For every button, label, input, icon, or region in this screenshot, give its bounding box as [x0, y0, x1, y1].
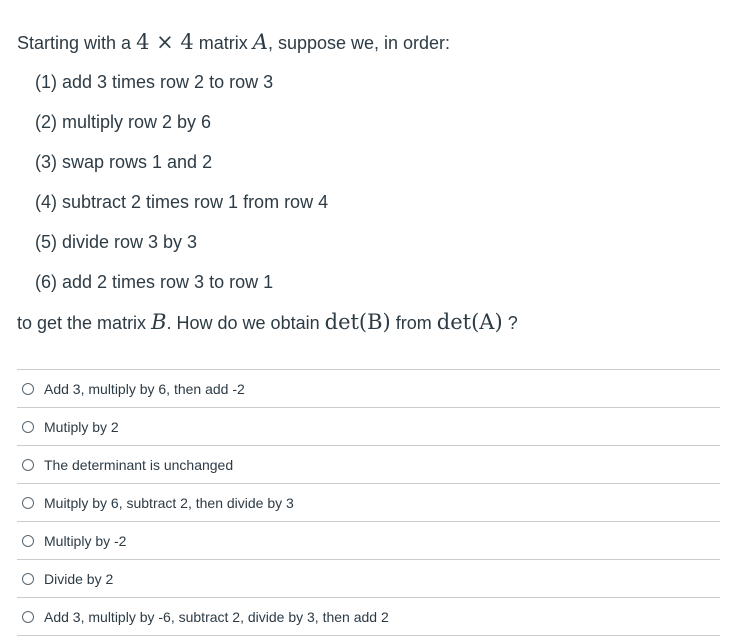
answer-list — [17, 369, 720, 636]
question-text — [17, 22, 717, 342]
radio-button-icon[interactable] — [22, 421, 34, 433]
answer-label: Add 3, multiply by -6, subtract 2, divide by 3, then add 2 — [44, 608, 389, 625]
answer-label: Muitply by 6, subtract 2, then divide by 3 — [44, 494, 294, 511]
radio-button-icon[interactable] — [22, 383, 34, 395]
answer-option-5[interactable] — [17, 522, 720, 560]
intro-middle: matrix — [198, 33, 248, 53]
step-6: (6) add 2 times row 3 to row 1 — [35, 272, 274, 292]
answer-option-6[interactable] — [17, 560, 720, 598]
answer-option-7[interactable] — [17, 598, 720, 636]
step-5: (5) divide row 3 by 3 — [35, 232, 198, 252]
answer-option-4[interactable] — [17, 484, 720, 522]
outro-from: from — [395, 313, 432, 333]
answer-label: Mutiply by 2 — [44, 418, 119, 435]
step-2: (2) multiply row 2 by 6 — [35, 112, 212, 132]
step-1: (1) add 3 times row 2 to row 3 — [35, 72, 274, 92]
matrix-size: 4 × 4 — [136, 30, 194, 54]
radio-button-icon[interactable] — [22, 459, 34, 471]
step-4: (4) subtract 2 times row 1 from row 4 — [35, 192, 329, 212]
det-b: det(B) — [324, 310, 391, 334]
matrix-b-var: B — [151, 310, 167, 334]
answer-label: Multiply by -2 — [44, 532, 127, 549]
radio-button-icon[interactable] — [22, 497, 34, 509]
answer-label: The determinant is unchanged — [44, 456, 234, 473]
radio-button-icon[interactable] — [22, 535, 34, 547]
radio-button-icon[interactable] — [22, 611, 34, 623]
det-a: det(A) — [436, 310, 503, 334]
answer-label: Add 3, multiply by 6, then add -2 — [44, 380, 245, 397]
radio-button-icon[interactable] — [22, 573, 34, 585]
outro-before: to get the matrix — [17, 313, 147, 333]
outro-end: ? — [507, 313, 518, 333]
question-intro — [17, 22, 717, 62]
answer-option-3[interactable] — [17, 446, 720, 484]
question-outro — [17, 302, 717, 342]
matrix-a-var: A — [252, 30, 268, 54]
answer-option-2[interactable] — [17, 408, 720, 446]
intro-before: Starting with a — [17, 33, 132, 53]
intro-after: , suppose we, in order: — [267, 33, 451, 53]
answer-option-1[interactable] — [17, 370, 720, 408]
outro-middle: . How do we obtain — [166, 313, 320, 333]
step-3: (3) swap rows 1 and 2 — [35, 152, 213, 172]
answer-label: Divide by 2 — [44, 570, 114, 587]
